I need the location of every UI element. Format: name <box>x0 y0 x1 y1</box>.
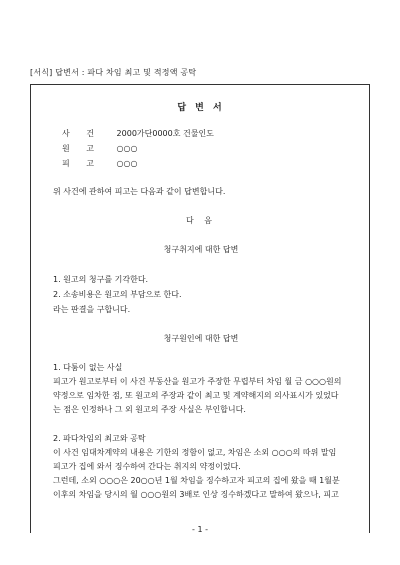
p1-line: 피고가 원고로부터 이 사건 부동산을 원고가 주장한 무렵부터 차임 월 금 ○○○원의 <box>53 377 342 386</box>
plaintiff-row <box>62 143 138 154</box>
p2-line: 이후의 차임을 당시의 월 ○○○원의 3배로 인상 징수하겠다고 말하여 왔으나, 피고 <box>53 490 339 499</box>
p2-line: 피고가 집에 와서 징수하여 간다는 취지의 약정이었다. <box>53 462 241 471</box>
p2-line: 그런데, 소외 ○○○은 20○○년 1월 차임을 징수하고자 피고의 집에 왔을 때 1월분 <box>53 476 340 485</box>
section1-title: 청구취지에 대한 답변 <box>163 245 239 254</box>
page-number: - 1 - <box>192 525 208 534</box>
document-frame <box>30 84 370 533</box>
case-label: 사 건 <box>62 129 101 138</box>
plaintiff-value: ○○○ <box>116 144 138 153</box>
document-title: 답 변 서 <box>177 103 225 113</box>
defendant-row <box>62 158 138 169</box>
p1-title: 1. 다툼이 없는 사실 <box>53 363 123 372</box>
defendant-label: 피 고 <box>62 159 101 168</box>
document-header: [서식] 답변서 : 파다 차임 최고 및 적정액 공탁 <box>30 68 197 77</box>
claims-tail: 라는 판결을 구합니다. <box>53 305 131 314</box>
p1-line: 는 점은 인정하나 그 외 원고의 주장 사실은 부인합니다. <box>53 405 246 414</box>
intro-text: 위 사건에 관하여 피고는 다음과 같이 답변합니다. <box>53 187 226 196</box>
case-row <box>62 128 214 139</box>
p2-title: 2. 파다차임의 최고와 공탁 <box>53 434 146 443</box>
claim-item: 2. 소송비용은 원고의 부담으로 한다. <box>53 290 182 299</box>
plaintiff-label: 원 고 <box>62 144 101 153</box>
claim-item: 1. 원고의 청구를 기각한다. <box>53 275 149 284</box>
case-value: 2000가단0000호 건물인도 <box>116 129 214 138</box>
defendant-value: ○○○ <box>116 159 138 168</box>
next-heading: 다 음 <box>186 216 216 225</box>
p2-line: 이 사건 임대차계약의 내용은 기한의 정함이 없고, 차임은 소외 ○○○의 따위 말임 <box>53 448 337 457</box>
section2-title: 청구원인에 대한 답변 <box>163 334 239 343</box>
p1-line: 약정으로 임차한 점, 또 원고의 주장과 같이 최고 및 계약해지의 의사표시가 있었다 <box>53 391 339 400</box>
